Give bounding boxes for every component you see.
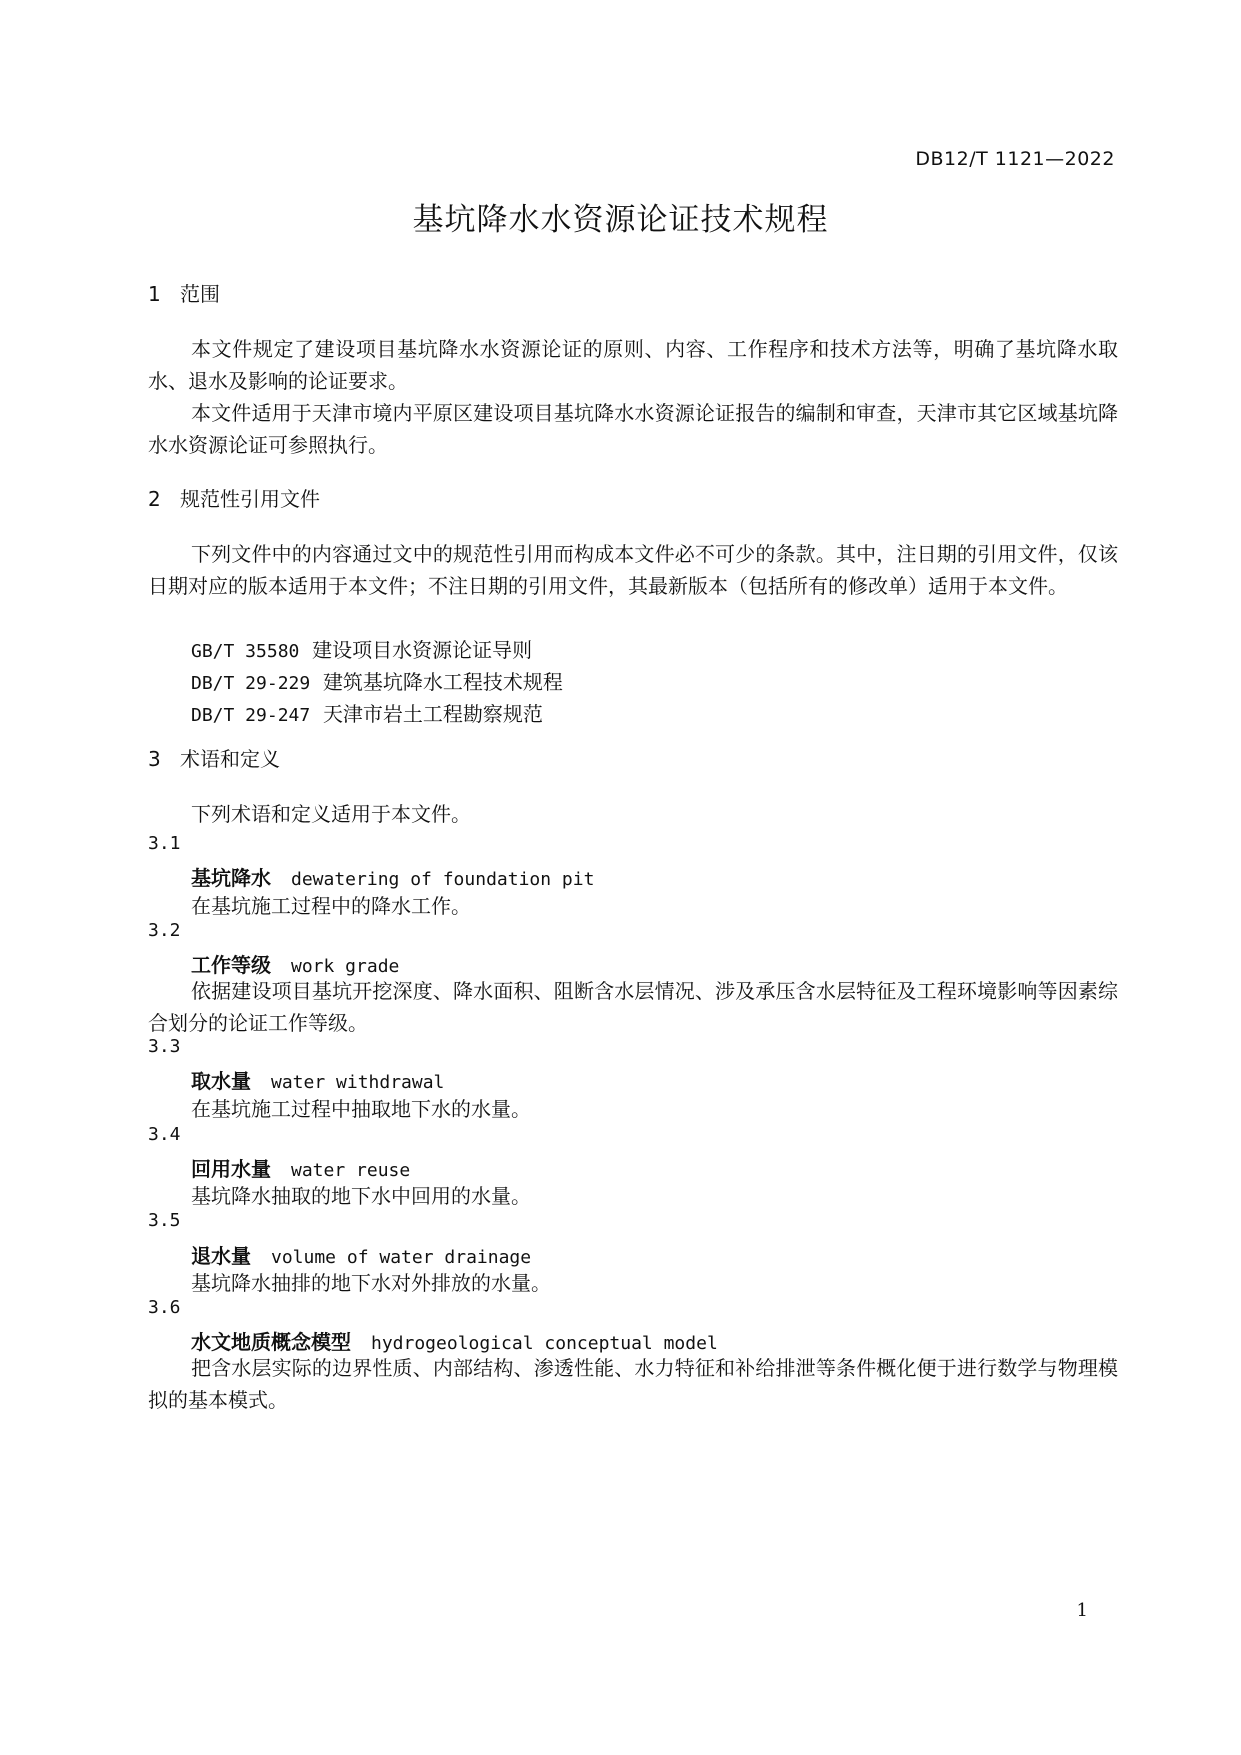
term-heading bbox=[191, 1326, 718, 1355]
section-3-intro: 下列术语和定义适用于本文件。 bbox=[191, 802, 471, 826]
reference-item bbox=[191, 634, 532, 663]
term-definition: 基坑降水抽排的地下水对外排放的水量。 bbox=[191, 1271, 551, 1295]
term-definition: 基坑降水抽取的地下水中回用的水量。 bbox=[191, 1184, 531, 1208]
term-english: volume of water drainage bbox=[271, 1247, 532, 1268]
reference-item bbox=[191, 666, 563, 695]
term-number: 3.2 bbox=[148, 920, 181, 941]
section-1-heading bbox=[148, 278, 220, 307]
section-title: 规范性引用文件 bbox=[180, 487, 320, 511]
term-english: dewatering of foundation pit bbox=[291, 869, 595, 890]
reference-title: 天津市岩土工程勘察规范 bbox=[322, 702, 543, 726]
term-number: 3.5 bbox=[148, 1210, 181, 1231]
section-3-heading bbox=[148, 743, 280, 772]
term-english: water withdrawal bbox=[271, 1072, 445, 1093]
reference-title: 建筑基坑降水工程技术规程 bbox=[322, 670, 563, 694]
term-definition: 在基坑施工过程中抽取地下水的水量。 bbox=[191, 1097, 531, 1121]
standard-code: DB12/T 1121—2022 bbox=[915, 148, 1115, 170]
term-chinese: 水文地质概念模型 bbox=[191, 1330, 351, 1354]
reference-title: 建设项目水资源论证导则 bbox=[312, 638, 533, 662]
reference-code: DB/T 29-229 bbox=[191, 673, 311, 694]
term-number: 3.6 bbox=[148, 1297, 181, 1318]
term-heading bbox=[191, 1065, 444, 1094]
section-1-paragraph-2: 本文件适用于天津市境内平原区建设项目基坑降水水资源论证报告的编制和审查，天津市其它区域基坑降水水资源论证可参照执行。 bbox=[148, 401, 1118, 457]
term-number: 3.4 bbox=[148, 1124, 181, 1145]
term-number: 3.1 bbox=[148, 833, 181, 854]
page-number: 1 bbox=[1076, 1600, 1088, 1621]
section-number: 2 bbox=[148, 487, 161, 511]
section-number: 1 bbox=[148, 282, 161, 306]
reference-code: GB/T 35580 bbox=[191, 641, 300, 662]
term-chinese: 取水量 bbox=[191, 1069, 251, 1093]
term-heading bbox=[191, 862, 594, 891]
term-number: 3.3 bbox=[148, 1036, 181, 1057]
reference-code: DB/T 29-247 bbox=[191, 705, 311, 726]
section-2-paragraph: 下列文件中的内容通过文中的规范性引用而构成本文件必不可少的条款。其中，注日期的引用文件，仅该日期对应的版本适用于本文件；不注日期的引用文件，其最新版本（包括所有的修改单）适用于本文件。 bbox=[148, 542, 1118, 598]
section-title: 术语和定义 bbox=[180, 747, 280, 771]
term-english: hydrogeological conceptual model bbox=[371, 1333, 718, 1354]
term-heading bbox=[191, 1240, 531, 1269]
term-definition: 依据建设项目基坑开挖深度、降水面积、阻断含水层情况、涉及承压含水层特征及工程环境影响等因素综合划分的论证工作等级。 bbox=[148, 979, 1118, 1035]
document-title: 基坑降水水资源论证技术规程 bbox=[412, 202, 829, 238]
term-definition: 在基坑施工过程中的降水工作。 bbox=[191, 894, 471, 918]
term-chinese: 退水量 bbox=[191, 1244, 251, 1268]
term-heading bbox=[191, 1153, 410, 1182]
term-chinese: 回用水量 bbox=[191, 1157, 271, 1181]
section-title: 范围 bbox=[180, 282, 220, 306]
term-english: water reuse bbox=[291, 1160, 411, 1181]
term-english: work grade bbox=[291, 956, 400, 977]
term-chinese: 基坑降水 bbox=[191, 866, 271, 890]
section-number: 3 bbox=[148, 747, 161, 771]
term-definition: 把含水层实际的边界性质、内部结构、渗透性能、水力特征和补给排泄等条件概化便于进行数学与物理模拟的基本模式。 bbox=[148, 1356, 1118, 1412]
term-chinese: 工作等级 bbox=[191, 953, 271, 977]
term-heading bbox=[191, 949, 399, 978]
section-2-heading bbox=[148, 483, 320, 512]
reference-item bbox=[191, 698, 543, 727]
section-1-paragraph-1: 本文件规定了建设项目基坑降水水资源论证的原则、内容、工作程序和技术方法等，明确了基坑降水取水、退水及影响的论证要求。 bbox=[148, 337, 1118, 393]
